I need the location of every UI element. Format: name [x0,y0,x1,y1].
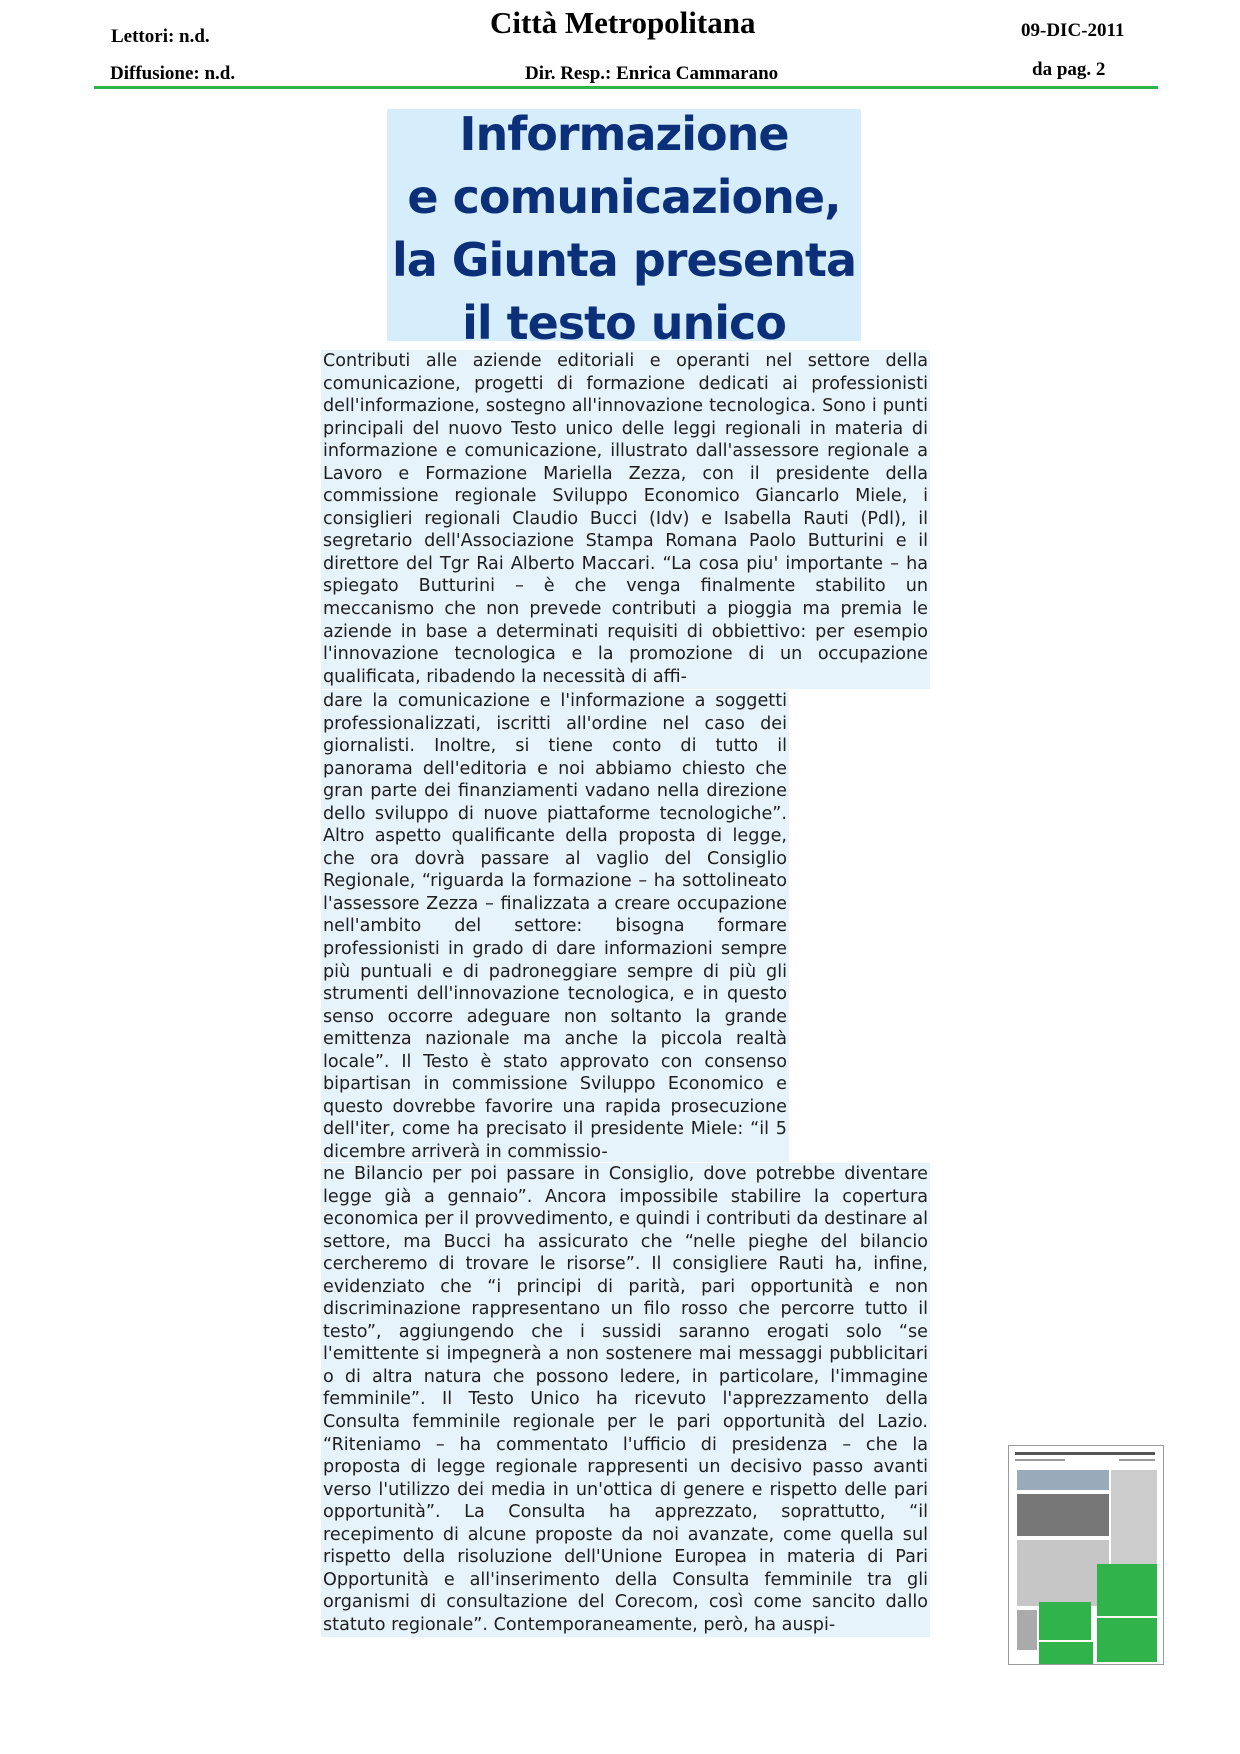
article-body-part2: dare la comunicazione e l'informazione a soggetti professionalizzati, iscritti all'ordine nel caso dei giornalisti. Inoltre, si tiene conto di tutto il panorama dell'editoria e noi abbiamo chiesto che gran parte dei finanziamenti vadano nella direzione dello sviluppo di nuove piattaforme tecnologiche”. Altro aspetto qualificante della proposta di legge, che ora dovrà passare al vaglio del Consiglio Regionale, “riguarda la formazione – ha sottolineato l'assessore Zezza – finalizzata a creare occupazione nell'ambito del settore: bisogna formare professionisti in grado di dare informazioni sempre più puntuali e di padroneggiare sempre di più gli strumenti dell'innovazione tecnologica, e in questo senso occorre adeguare non soltanto la grande emittenza nazionale ma anche la piccola realtà locale”. Il Testo è stato approvato con consenso bipartisan in commissione Sviluppo Economico e questo dovrebbe favorire una rapida prosecuzione dell'iter, come ha precisato il presidente Miele: “il 5 dicembre arriverà in commissio- [323,691,787,1162]
page-label: da pag. 2 [1032,59,1106,80]
page-thumbnail [1008,1445,1164,1665]
article-body-part1: Contributi alle aziende editoriali e operanti nel settore della comunicazione, progetti di formazione dedicati ai professionisti dell'informazione, sostegno all'innovazione tecnologica. Sono i punti principali del nuovo Testo unico delle leggi regionali in materia di informazione e comunicazione, illustrato dall'assessore regionale a Lavoro e Formazione Mariella Zezza, con il presidente della commissione regionale Sviluppo Economico Giancarlo Miele, i consiglieri regionali Claudio Bucci (Idv) e Isabella Rauti (Pdl), il segretario dell'Associazione Stampa Romana Paolo Butturini e il direttore del Tgr Rai Alberto Maccari. “La cosa piu' importante – ha spiegato Butturini – è che venga finalmente stabilito un meccanismo che non prevede contributi a pioggia ma premia le aziende in base a determinati requisiti di obbiettivo: per esempio l'innovazione tecnologica e la promozione di un occupazione qualificata, ribadendo la necessità di affi- [321,350,930,689]
readers-label: Lettori: n.d. [111,26,210,47]
header-rule [94,86,1158,89]
director-label: Dir. Resp.: Enrica Cammarano [525,63,779,84]
headline-line: la Giunta presenta [391,233,857,287]
article-headline [387,103,861,355]
headline-line: Informazione [459,107,789,161]
date-label: 09-DIC-2011 [1021,20,1125,41]
circulation-label: Diffusione: n.d. [110,63,236,84]
article-body-part3: ne Bilancio per poi passare in Consiglio, dove potrebbe diventare legge già a gennaio”. Ancora impossibile stabilire la copertura economica per il provvedimento, e quindi i contributi da destinare al settore, ma Bucci ha assicurato che “nelle pieghe del bilancio cercheremo di trovare le risorse”. Il consigliere Rauti ha, infine, evidenziato che “i principi di parità, pari opportunità e non discriminazione rappresentano un filo rosso che percorre tutto il testo”, aggiungendo che i sussidi saranno erogati solo “se l'emittente si impegnerà a non sostenere mai messaggi pubblicitari o di altra natura che possono ledere, in particolare, l'immagine femminile”. Il Testo Unico ha ricevuto l'apprezzamento della Consulta femminile regionale per le pari opportunità del Lazio. “Riteniamo – ha commentato l'ufficio di presidenza – che la proposta di legge regionale rappresenti un decisivo passo avanti verso l'utilizzo dei media in un'ottica di genere e rispetto delle pari opportunità”. La Consulta ha apprezzato, soprattutto, “il recepimento di alcune proposte da noi avanzate, come quella sul rispetto della risoluzione dell'Unione Europea in materia di Pari Opportunità e all'inserimento della Consulta femminile tra gli organismi di consultazione del Corecom, così come sancito dallo statuto regionale”. Contemporaneamente, però, ha auspi- [321,1163,930,1637]
headline-line: il testo unico [462,296,786,350]
publication-title: Città Metropolitana [490,5,756,40]
headline-line: e comunicazione, [407,170,841,224]
